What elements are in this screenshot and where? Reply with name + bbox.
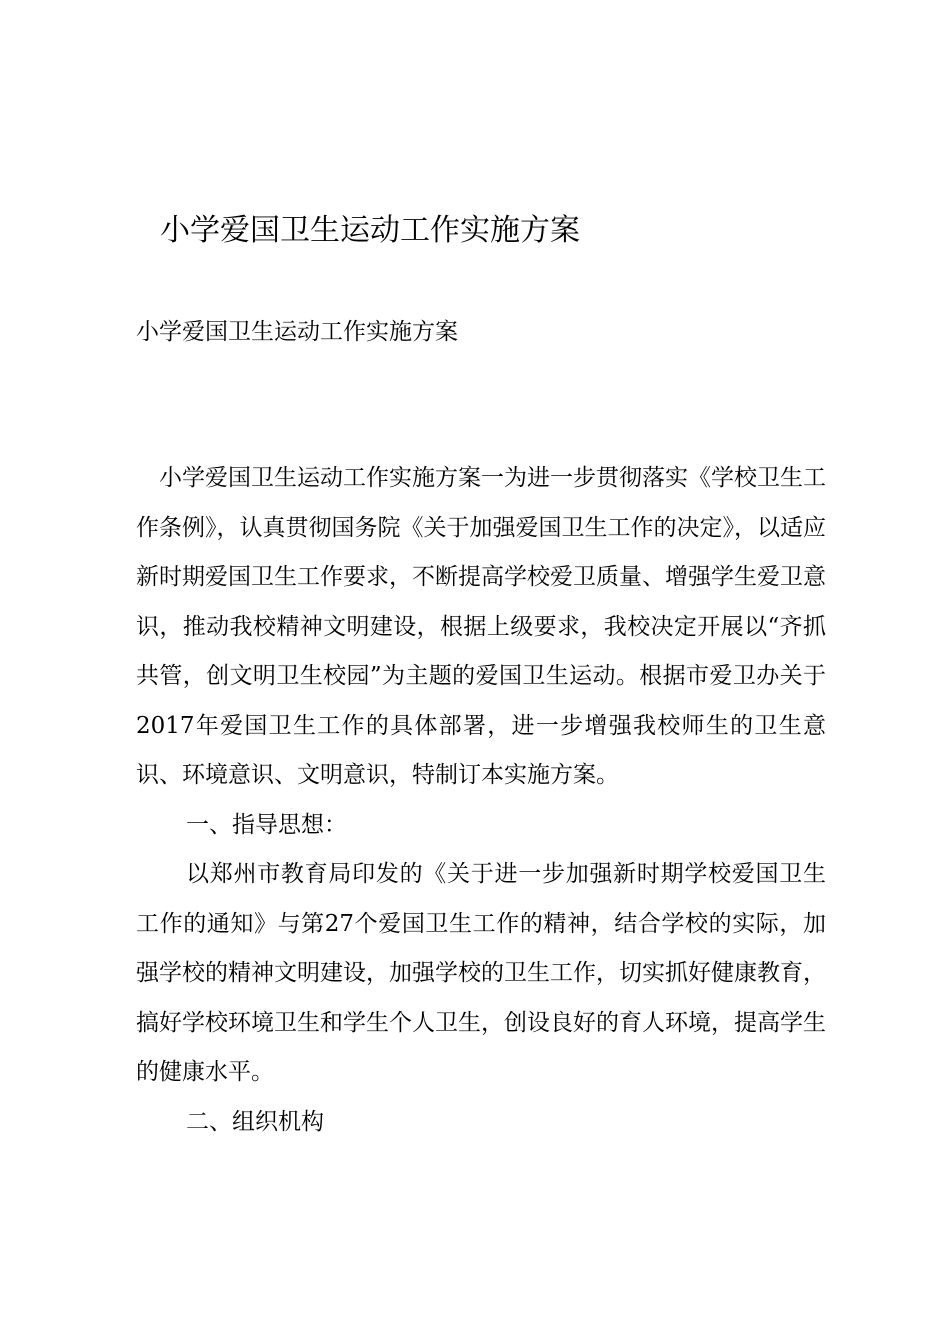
intro-paragraph: 小学爱国卫生运动工作实施方案一为进一步贯彻落实《学校卫生工作条例》，认真贯彻国务院《关于加强爱国卫生工作的决定》，以适应新时期爱国卫生工作要求，不断提高学校爱卫质量、增强学生爱卫意识，推动我校精神文明建设，根据上级要求，我校决定开展以“齐抓共管，创文明卫生校园”为主题的爱国卫生运动。根据市爱卫办关于2017年爱国卫生工作的具体部署，进一步增强我校师生的卫生意识、环境意识、文明意识，特制订本实施方案。 xyxy=(136,465,826,788)
document-title: 小学爱国卫生运动工作实施方案 xyxy=(160,213,580,248)
section-heading-guiding-ideology: 一、指导思想： xyxy=(186,811,347,838)
section-heading-organization: 二、组织机构 xyxy=(186,1108,324,1135)
document-subtitle: 小学爱国卫生运动工作实施方案 xyxy=(136,319,458,345)
guiding-ideology-paragraph: 以郑州市教育局印发的《关于进一步加强新时期学校爱国卫生工作的通知》与第27个爱国卫生工作的精神，结合学校的实际，加强学校的精神文明建设，加强学校的卫生工作，切实抓好健康教育，搞好学校环境卫生和学生个人卫生，创设良好的育人环境，提高学生的健康水平。 xyxy=(136,861,826,1085)
document-body xyxy=(136,454,826,1147)
